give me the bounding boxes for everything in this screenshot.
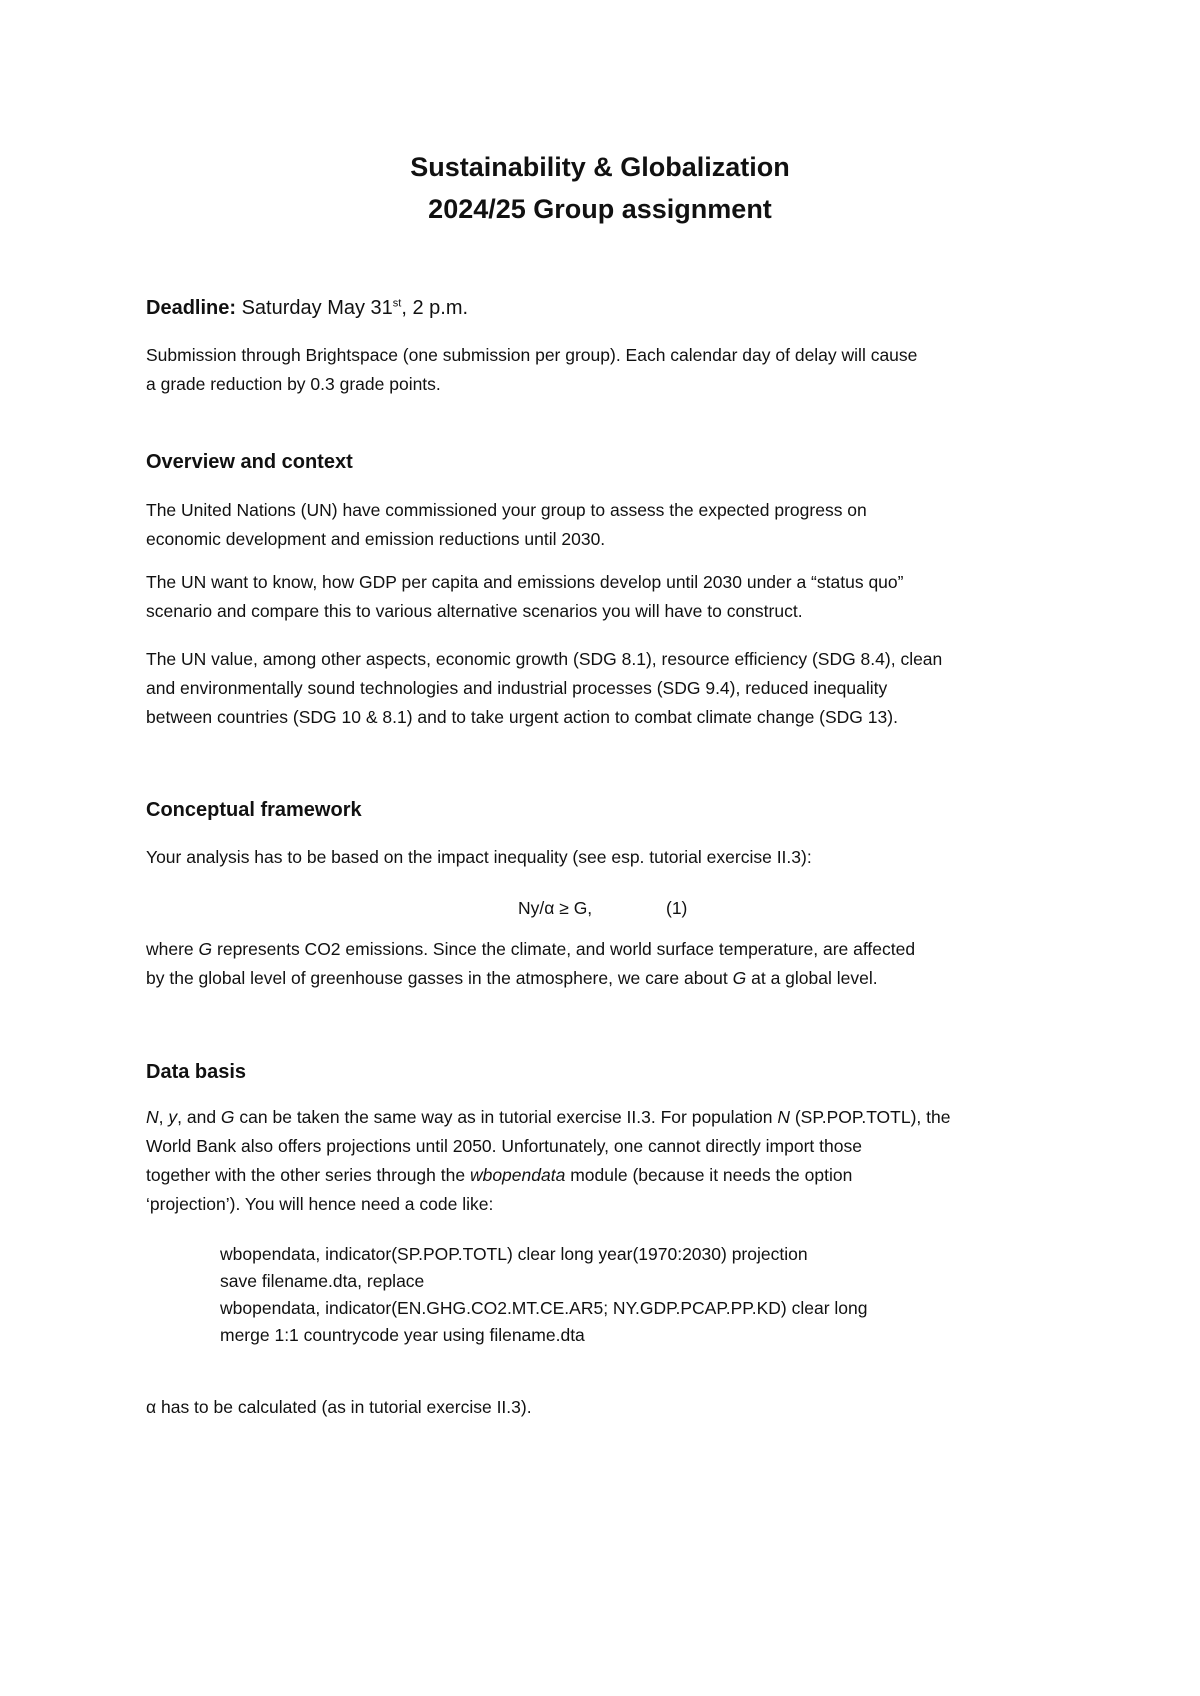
framework-intro: Your analysis has to be based on the impact inequality (see esp. tutorial exercise II.3): <box>146 847 812 867</box>
framework-paragraph: where G represents CO2 emissions. Since the climate, and world surface temperature, are affected by the global level of greenhouse gasses in the atmosphere, we care about G at a global level. <box>146 939 916 988</box>
document-subtitle: 2024/25 Group assignment <box>428 194 772 224</box>
submission-paragraph: Submission through Brightspace (one submission per group). Each calendar day of delay will cause a grade reduction by 0.3 grade points. <box>146 345 918 394</box>
overview-paragraph-3: The UN value, among other aspects, economic growth (SDG 8.1), resource efficiency (SDG 8.4), clean and environmentally sound technologies and industrial processes (SDG 9.4), reduced inequality between countries (SDG 10 & 8.1) and to take urgent action to combat climate change (SDG 13). <box>146 649 943 727</box>
code-line: save filename.dta, replace <box>220 1271 425 1291</box>
overview-heading: Overview and context <box>146 451 353 473</box>
overview-paragraph-2: The UN want to know, how GDP per capita and emissions develop until 2030 under a “status quo” scenario and compare this to various alternative scenarios you will have to construct. <box>146 572 904 621</box>
overview-paragraph-1: The United Nations (UN) have commissioned your group to assess the expected progress on economic development and emission reductions until 2030. <box>146 500 867 549</box>
framework-heading: Conceptual framework <box>146 799 362 821</box>
code-block <box>220 1241 1040 1349</box>
data-basis-paragraph: N, y, and G can be taken the same way as in tutorial exercise II.3. For population N (SP.POP.TOTL), the World Bank also offers projections until 2050. Unfortunately, one cannot directly import those together with the other series through the wbopendata module (because it needs the option ‘projection’). You will hence need a code like: <box>146 1107 951 1214</box>
code-line: merge 1:1 countrycode year using filename.dta <box>220 1325 585 1345</box>
equation-number: (1) <box>666 898 688 918</box>
deadline-label: Deadline: <box>146 297 237 319</box>
deadline-line <box>146 295 1066 321</box>
deadline-value: Saturday May 31st, 2 p.m. <box>241 297 469 319</box>
document-title: Sustainability & Globalization <box>410 152 790 182</box>
code-line: wbopendata, indicator(EN.GHG.CO2.MT.CE.AR5; NY.GDP.PCAP.PP.KD) clear long <box>220 1298 868 1318</box>
data-basis-heading: Data basis <box>146 1061 247 1083</box>
equation-formula: Ny/α ≥ G, <box>518 898 593 918</box>
code-line: wbopendata, indicator(SP.POP.TOTL) clear long year(1970:2030) projection <box>220 1244 808 1264</box>
alpha-note: α has to be calculated (as in tutorial exercise II.3). <box>146 1397 532 1417</box>
